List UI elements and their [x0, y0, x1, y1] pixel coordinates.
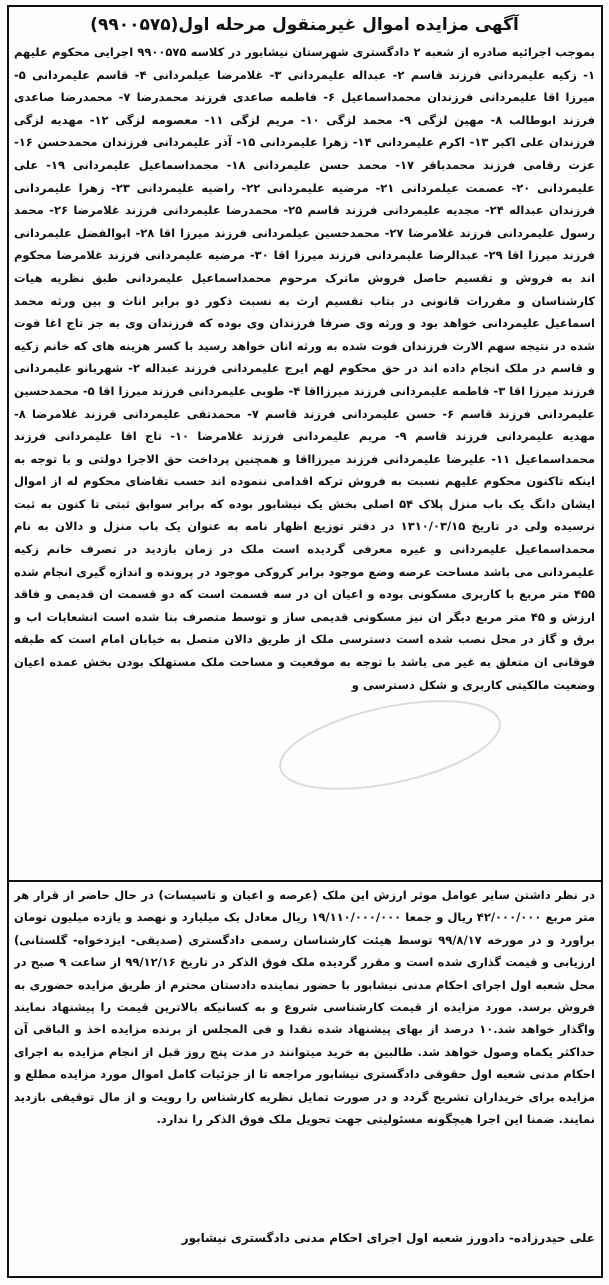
- notice-title: آگهی مزایده اموال غیرمنقول مرحله اول(۹۹۰۰۵۷۵): [90, 15, 519, 35]
- notice-body-part-1: بموجب اجرائیه صادره از شعبه ۲ دادگستری شهرستان نیشابور در کلاسه ۹۹۰۰۵۷۵ اجرایی محکوم علیهم ۱- زکیه علیمردانی فرزند قاسم ۲- عبداله علیمردانی ۳- غلامرضا عیلمردانی ۴- قاسم علیمردانی ۵- میرزا اقا علیمردانی فرزندان محمداسماعیل ۶- فاطمه صاعدی فرزند محمدرضا ۷- محمدرضا صاعدی فرزند ابوطالب ۸- مهین لزگی ۹- محمد لزگی ۱۰- مریم لزگی ۱۱- معصومه لزگی ۱۲- مهدیه لزگی فرزندان علی اکبر ۱۳- اکرم علیمردانی ۱۴- زهرا علیمردانی ۱۵- آذر علیمردانی فرزندان محمدحسن ۱۶- عزت رقامی فرزند محمدباقر ۱۷- محمد حسن علیمردانی ۱۸- محمداسماعیل علیمردانی ۱۹- علی علیمردانی ۲۰- عصمت عیلمردانی ۲۱- مرضیه علیمردانی ۲۲- راضیه علیمردانی ۲۳- زهرا علیمردانی فرزندان عبداله ۲۴- مجدیه علیمردانی فرزند قاسم ۲۵- محمدرضا علیمردانی فرزند غلامرضا ۲۶- محمد رسول علیمردانی فرزند غلامرضا ۲۷- محمدحسین عیلمردانی فرزند میرزا اقا ۲۸- ابوالفضل علیمردانی فرزند میرزا اقا ۲۹- عبدالرضا علیمردانی فرزند میرزا اقا ۳۰- مرضیه علیمردانی فرزند غلامرضا محکوم اند به فروش و تقسیم حاصل فروش ماترک مرحوم محمداسماعیل علیمردانی طبق نظریه هیات کارشناسان و مقررات قانونی در بتاب تقسیم ارث به نسبت ذکور دو برابر اناث و بین ورثه محمد اسماعیل علیمردانی خواهد بود و ورثه وی صرفا فرزندان وی بوده که فرزندان وی به جز تاج اغا فوت شده در نتیجه سهم الارث فرزندان فوت شده به ورثه انان خواهد رسید با کسر هزینه های که خانم زکیه و قاسم در ملک انجام داده اند در حق محکوم لهم ایرج علیمردانی فرزند عبداله ۲- شهربانو علیمردانی فرزند میرزا اقا ۳- فاطمه علیمردانی فرزند میرزااقا ۴- طوبی علیمردانی فرزند میرزا اقا ۵- محمدحسین علیمردانی فرزند قاسم ۶- حسن علیمردانی فرزند قاسم ۷- محمدتقی علیمردانی فرزند غلامرضا ۸- مهدیه علیمردانی فرزند قاسم ۹- مریم علیمردانی فرزند غلامرضا ۱۰- تاج اقا علیمردانی فرزند محمداسماعیل ۱۱- علیرضا علیمردانی فرزند میرزااقا و همچنین پرداخت حق الاجرا دولتی و با توجه به اینکه تاکنون محکوم علیهم نسبت به فروش ترکه اقدامی ننموده اند حسب تقاضای محکوم له از اموال ایشان دانگ یک باب منزل پلاک ۵۴ اصلی بخش یک نیشابور بوده که برابر سوابق ثبتی تا کنون به ثبت نرسیده ولی در تاریخ ۱۳۱۰/۰۳/۱۵ در دفتر توزیع اظهار نامه به عنوان یک باب منزل و دالان به نام محمداسماعیل علیمردانی و غیره معرفی گردیده است ملک در زمان بازدید در تصرف خانم زکیه علیمردانی می باشد مساحت عرصه وضع موجود برابر کروکی موجود در پرونده و اندازه گیری انجام شده ۴۵۵ متر مربع با کاربری مسکونی بوده و اعیان ان در سه قسمت است که دو قسمت ان قدیمی و فاقد ارزش و ۴۵ متر مربع دیگر ان نیز مسکونی قدیمی ساز و توسط متصرف بنا شده است انشعابات اب و برق و گاز در محل نصب شده است دسترسی ملک از طریق دالان متصل به خیابان امام است که طبقه فوقانی ان متعلق به غیر می باشد با توجه به موقعیت و مساحت ملک مستهلک بودن بخش عمده اعیان وضعیت مالکیتی کاربری و شکل دسترسی و: [14, 45, 595, 692]
- notice-body-part-2: در نظر داشتن سایر عوامل موثر ارزش این ملک (عرصه و اعیان و تاسیسات) در حال حاضر از قرار هر متر مربع ۴۲/۰۰۰/۰۰۰ ریال و جمعا ۱۹/۱۱۰/۰۰۰/۰۰۰ ریال معادل یک میلیارد و نهصد و یازده میلیون تومان براورد و در مورخه ۹۹/۸/۱۷ توسط هیئت کارشناسان رسمی دادگستری (صدیقی- ایزدخواه- گلستانی) ارزیابی و قیمت گذاری شده است و مقرر گردیده ملک فوق الذکر در تاریخ ۹۹/۱۲/۱۶ از ساعت ۹ صبح در محل شعبه اول اجرای احکام مدنی نیشابور با حضور نماینده دادستان محترم از طریق مزایده حضوری به فروش برسد. مورد مزایده از قیمت کارشناسی شروع و به کسانیکه بالاترین قیمت را پیشنهاد نمایند واگذار خواهد شد.۱۰ درصد از بهای پیشنهاد شده نقدا و فی المجلس از برنده مزایده اخذ و الباقی آن حداکثر یکماه وصول خواهد شد. طالبین به خرید میتوانند در مدت پنج روز قبل از انجام مزایده به اجرای احکام مدنی شعبه اول حقوقی دادگستری نیشابور مراجعه تا از جزئیات کامل اموال مورد مزایده مطلع و مزایده برای خریداران تشریح گردد و در صورت تمایل نظریه کارشناس را رویت و از مال توقیفی بازدید نمایند. ضمنا این اجرا هیچگونه مسئولیتی جهت تحویل ملک فوق الذکر را ندارد.: [14, 888, 595, 1127]
- section-divider: [8, 880, 601, 882]
- signature-line: علی حیدرزاده- دادورز شعبه اول اجرای احکام مدنی دادگستری نیشابور: [181, 1231, 595, 1245]
